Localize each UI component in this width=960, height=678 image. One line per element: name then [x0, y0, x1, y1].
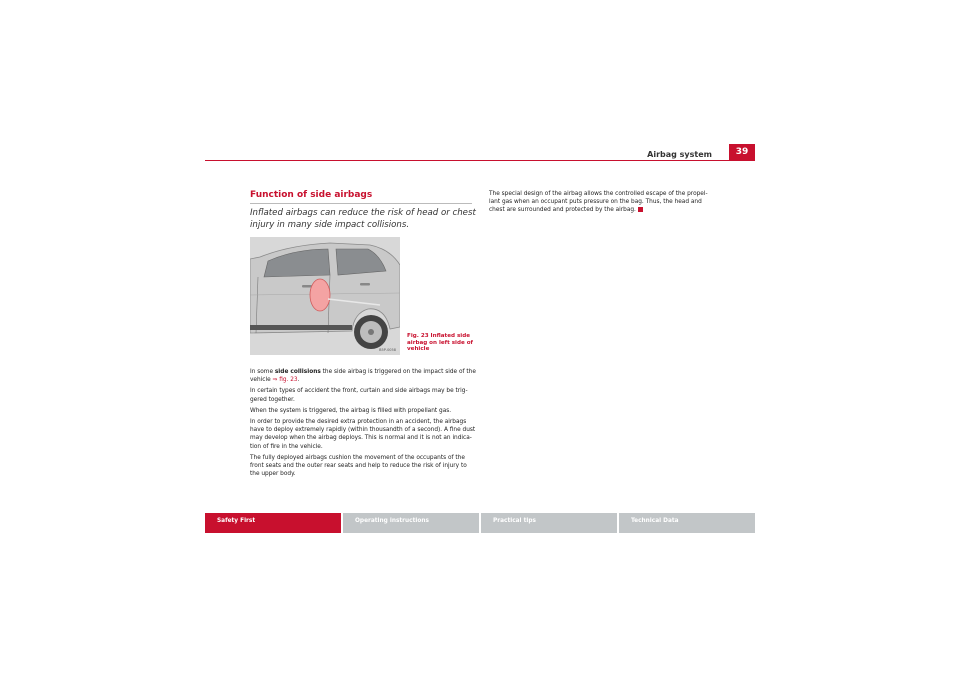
paragraph-2: In certain types of accident the front, curtain and side airbags may be trig-gered together.	[250, 388, 468, 403]
figure-reference-link[interactable]: ⇒ fig. 23	[272, 377, 298, 384]
paragraph-1	[250, 368, 476, 384]
paragraph-5: The fully deployed airbags cushion the movement of the occupants of the front seats and the outer rear seats and help to reduce the risk of injury to the upper body.	[250, 454, 467, 478]
paragraph-right-1	[489, 190, 715, 215]
figure-caption: Fig. 23 Inflated side airbag on left side of vehicle	[407, 333, 473, 353]
section-subtitle: Inflated airbags can reduce the risk of head or chest injury in many side impact collisions.	[250, 208, 476, 230]
section-title: Function of side airbags	[250, 190, 472, 204]
page-header-title: Airbag system	[647, 150, 712, 159]
footer-nav	[205, 513, 755, 533]
p1-bold: side collisions	[274, 369, 321, 375]
body-text-right	[489, 190, 715, 218]
tab-practical-tips[interactable]: Practical tips	[481, 513, 617, 533]
p1-prefix: In some	[250, 369, 275, 375]
car-side-illustration	[250, 237, 400, 355]
end-of-section-icon	[638, 207, 643, 212]
paragraph-4: In order to provide the desired extra protection in an accident, the airbags have to deploy extremely rapidly (within thousandth of a second). A fine dust may develop when the airbag deploys. This is normal and it is not an indica-tion of fire in the vehicle.	[250, 419, 476, 450]
right-p1-text: The special design of the airbag allows the controlled escape of the propel-lant gas when an occupant puts pressure on the bag. Thus, the head and chest are surrounded and protected by the airbag.	[489, 191, 708, 214]
figure-code: B5P-0058	[379, 348, 396, 352]
page-number: 39	[729, 144, 755, 160]
paragraph-3: When the system is triggered, the airbag is filled with propellant gas.	[250, 407, 452, 414]
tab-technical-data[interactable]: Technical Data	[619, 513, 755, 533]
tab-safety-first[interactable]: Safety First	[205, 513, 341, 533]
p1-mid: the side airbag is triggered on the impact side of the vehicle	[250, 369, 476, 384]
header-rule	[205, 160, 755, 161]
body-text-left	[250, 368, 476, 481]
side-airbag-figure	[250, 237, 400, 355]
tab-operating-instructions[interactable]: Operating instructions	[343, 513, 479, 533]
p1-suffix: .	[297, 377, 300, 384]
